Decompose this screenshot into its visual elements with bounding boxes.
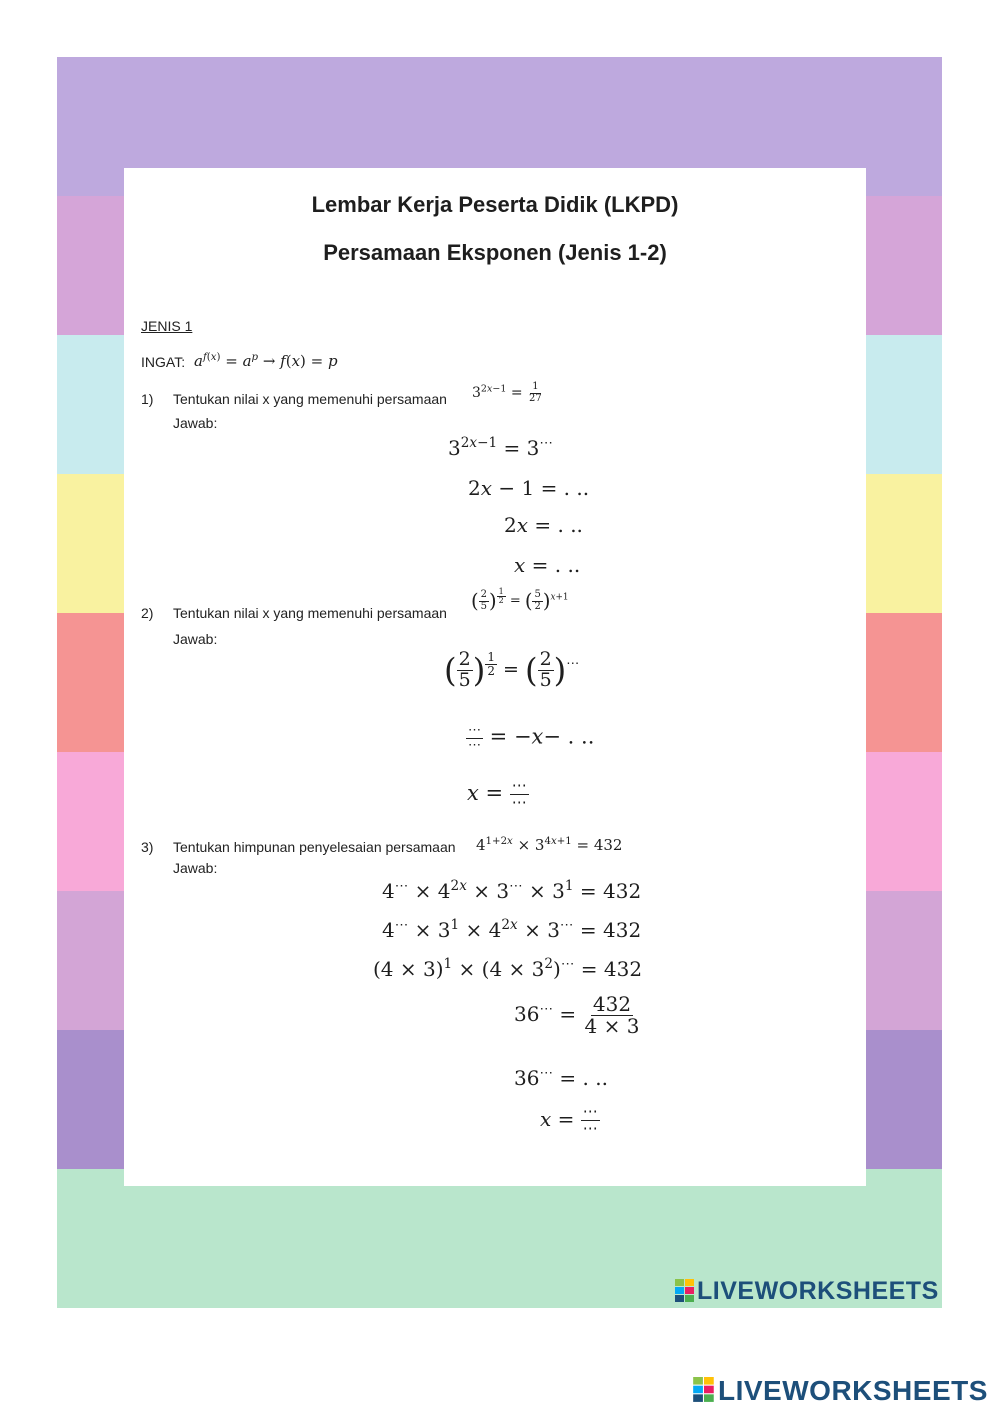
p2-step-1: ( $\frac{2}{5}$ ) $^{\frac{1}{2}}$ = ( $\frac{2}{5}$ )⋯ (444, 648, 580, 691)
p1-step-4: x = . .. (514, 553, 581, 577)
p3-step-4: 36⋯ = $\frac{432}{4 \times 3}$ (514, 992, 640, 1038)
p2-step-2: $\frac{\cdots}{\cdots}$ = −x− . .. (468, 723, 595, 753)
p3-step-2: $4^\cdots \times 3^1 \times 4^{2x} \times 3^\cdots = 432$ (382, 916, 642, 942)
problem-1-text: Tentukan nilai x yang memenuhi persamaan (173, 391, 447, 407)
problem-1-answer-label: Jawab: (173, 415, 218, 431)
page-subtitle: Persamaan Eksponen (Jenis 1-2) (323, 240, 667, 265)
problem-1-number: 1) (141, 391, 154, 407)
p1-step-1: $3^{2x-1} = 3^\cdots$ (448, 434, 553, 460)
problem-2-text: Tentukan nilai x yang memenuhi persamaan (173, 605, 447, 621)
problem-3-text: Tentukan himpunan penyelesaian persamaan (173, 839, 456, 855)
liveworksheets-logo-icon (675, 1279, 695, 1303)
outer-logo (693, 1375, 993, 1405)
problem-3-number: 3) (141, 839, 154, 855)
worksheet-paper (124, 168, 866, 1186)
p3-step-1: $4^\cdots \times 4^{2x} \times 3^\cdots \times 3^1 = 432$ (382, 877, 642, 903)
p3-step-3: $(4 \times 3)^1 \times (4 \times 3^2)^\cdots = 432$ (373, 955, 643, 981)
problem-3-answer-label: Jawab: (173, 860, 218, 876)
page-title: Lembar Kerja Peserta Didik (LKPD) (311, 192, 679, 217)
problem-2-equation: ( $\frac{2}{5}$ ) $^{\frac{1}{2}}$ = ( $\frac{5}{2}$ )$^{x+1}$ (471, 587, 569, 613)
problem-2-number: 2) (141, 605, 154, 621)
p3-step-6: x = $\frac{\cdots}{\cdots}$ (540, 1102, 598, 1137)
p1-step-3: 2x = . .. (504, 513, 583, 537)
inner-logo-text: LIVEWORKSHEETS (697, 1277, 939, 1305)
p2-step-3: x = $\frac{\cdots}{\cdots}$ (467, 776, 527, 811)
ingat-formula: $a^{f(x)} = a^p \to f(x) = p$ (194, 351, 338, 370)
ingat-label: INGAT: (141, 354, 186, 370)
problem-3-equation: $4^{1+2x} \times 3^{4x+1} = 432$ (476, 835, 623, 854)
p1-step-2: 2x − 1 = . .. (468, 476, 590, 500)
section-label: JENIS 1 (141, 318, 193, 334)
problem-1-equation: $3^{2x-1}$ = $\frac{1}{27}$ (472, 381, 542, 404)
liveworksheets-logo-icon (693, 1377, 715, 1403)
problem-2-answer-label: Jawab: (173, 631, 218, 647)
outer-logo-text: LIVEWORKSHEETS (718, 1375, 988, 1406)
inner-logo (675, 1277, 940, 1305)
p3-step-5: 36⋯ = . .. (514, 1064, 608, 1090)
